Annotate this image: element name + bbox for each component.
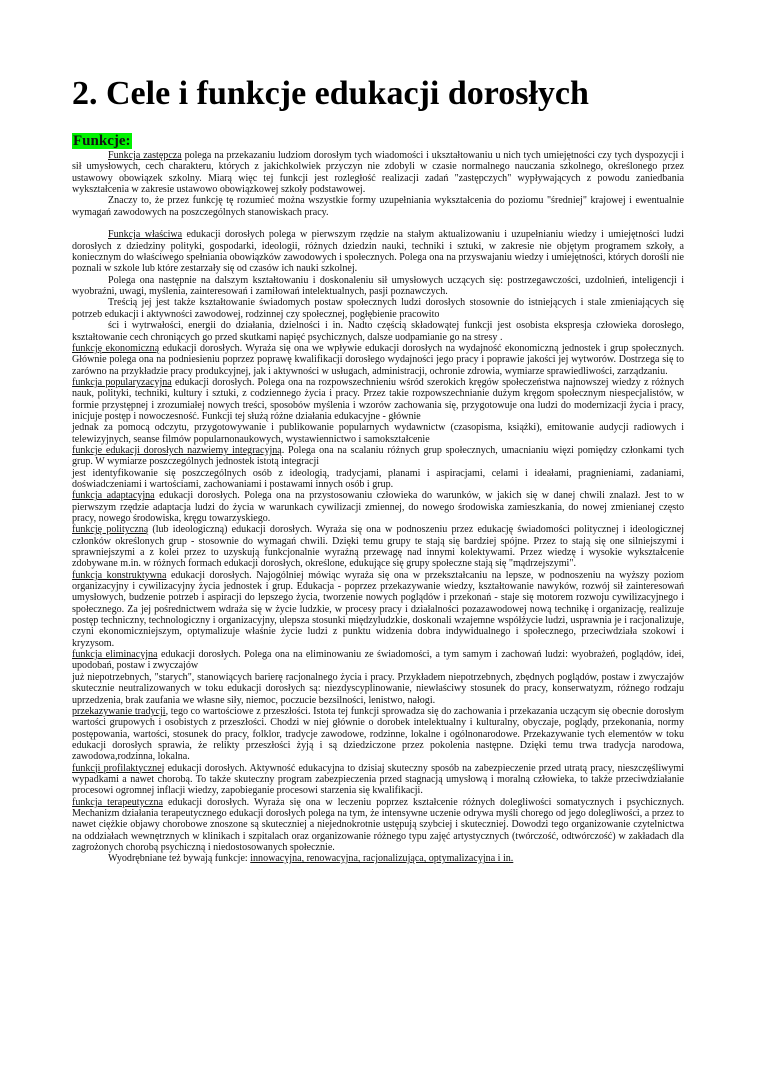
paragraph-text: , tego co wartościowe z przeszłości. Istota tej funkcji sprowadza się do zachowania i przekazania uczącym się obecnie dorosłym wartości grupowych i osobistych z przeszłości. Chodzi w niej głównie o dorobek intelektualny i kulturalny, obyczaje, poglądy, przekonania, normy postępowania, wartości, stosunek do pracy, folklor, tradycje zawodowe, rodzinne, lokalne i ogólnonarodowe. Przekazywanie tych elementów w toku edukacji dorosłych sprawia, że relikty przeszłości żyją i są dziedziczone przez pokolenia następne. Dzięki temu trwa tradycja narodowa, zawodowa,rodzinna, lokalna. bbox=[72, 705, 684, 763]
term: funkcja popularyzacyjna bbox=[72, 376, 172, 388]
paragraph bbox=[72, 524, 684, 569]
paragraph bbox=[72, 422, 684, 445]
term: funkcja terapeutyczna bbox=[72, 796, 163, 808]
paragraph-text: już niepotrzebnych, "starych", stanowiących barierę racjonalnego życia i pracy. Przykładem niepotrzebnych, zbędnych poglądów, postaw i zwyczajów skutecznie neutralizowanych w toku edukacji dorosłych są: niezdyscyplinowanie, niewłaściwy stosunek do pracy, konserwatyzm, różnego rodzaju uprzedzenia, brak zaufania we własne siły, niemoc, poczucie bezsilności, lenistwo, nałogi. bbox=[72, 671, 684, 706]
paragraph-text: . Polega ona na scalaniu różnych grup społecznych, umacnianiu więzi pomiędzy członkami tych grup. W wymiarze poszczególnych jednostek istotą integracji bbox=[72, 444, 684, 468]
paragraph bbox=[72, 797, 684, 854]
term: funkcję polityczną bbox=[72, 524, 149, 536]
paragraph bbox=[72, 853, 684, 864]
paragraph bbox=[72, 377, 684, 422]
paragraph-text: edukacji dorosłych. Polega ona na rozpowszechnieniu wśród szerokich kręgów społeczeństwa najnowszej wiedzy z różnych nauk, polityki, techniki, kultury i sztuki, z codziennego życia i pracy. Przez takie rozpowszechnianie dużym kręgom społecznym niespecjalistów, w formie przystępnej i zrozumiałej nowych treści, sposobów myślenia i wzorów zachowania się, przygotowuje ona ludzi do modernizacji życia i pracy, inicjuje postęp i nowoczesność. Funkcji tej służą różne działania edukacyjne - głównie bbox=[72, 376, 685, 422]
paragraph-text: edukacji dorosłych. Polega ona na przystosowaniu człowieka do warunków, w jakich się w danej chwili znalazł. Jest to w pierwszym rzędzie adaptacja ludzi do życia w warunkach cywilizacji zmiennej, do nowego środowiska zamieszkania, do nowej zmienianej często pracy, nowego środowiska, kręgu towarzyskiego. bbox=[72, 490, 684, 524]
term: Funkcja zastępcza bbox=[108, 150, 182, 161]
paragraph bbox=[72, 490, 684, 524]
paragraph-text: edukacji dorosłych. Aktywność edukacyjna to dzisiaj skuteczny sposób na zabezpieczenie przed utratą pracy, nieszczęśliwymi wypadkami a nawet chorobą. To także skuteczny program zabezpieczenia przed stagnacją umysłową i moralną człowieka, to także przeciwdziałanie procesowi ogromnej inflacji wiedzy, zapobieganie procesowi starzenia się kwalifikacji. bbox=[72, 762, 685, 797]
term: funkcja konstruktywna bbox=[72, 569, 167, 581]
term: funkcja eliminacyjna bbox=[72, 649, 158, 661]
paragraph-text: edukacji dorosłych. Wyraża się ona we wpływie edukacji dorosłych na wydajność ekonomiczną jednostek i grup społecznych. Głównie polega ona na podniesieniu poprzez poprawę kwalifikacji dorosłego wydajności jego pracy i poprawie jakości jej wytworów. Dostrzega się to zarówno na przykładzie pracy produkcyjnej, jak i aktywności w usługach, administracji, ochronie zdrowia, wymiarze sprawiedliwości, zarządzaniu. bbox=[72, 342, 684, 377]
term: funkcja adaptacyjna bbox=[72, 490, 155, 502]
paragraph-text: Treścią jej jest także kształtowanie świadomych postaw społecznych ludzi dorosłych stosownie do istniejących i stale zmieniających się potrzeb edukacji i aktywności zawodowej, rodzinnej czy społecznej, pogłębienie pracowito bbox=[72, 297, 684, 320]
paragraph-text: edukacji dorosłych. Najogólniej mówiąc wyraża się ona w przekształcaniu na lepsze, w podnoszeniu na wyższy poziom organizacyjny i cywilizacyjny życia jednostek i grup. Edukacja - poprzez przekazywanie wiedzy, kształtowanie nawyków, rozwój sił zainteresowań umysłowych, budzenie potrzeb i aspiracji do lepszego życia, tworzenie nowych poglądów i przekonań - staje się motorem rozwoju cywilizacyjnego i społecznego. Za jej pośrednictwem wdraża się w życie ludzkie, w procesy pracy i działalności pozazawodowej nową technikę i organizację, realizuje postęp techniczny, technologiczny i organizacyjny, ulepsza stosunki międzyludzkie, doskonali wzajemne współżycie ludzi, usprawnia je i racjonalizuje, czyni ekonomiczniejszym, optymalizuje właśnie życie ludzi z punktu widzenia dobra indywidualnego i społecznego, przeciwdziała szokowi i kryzysom. bbox=[72, 569, 684, 649]
page-title: 2. Cele i funkcje edukacji dorosłych bbox=[72, 75, 589, 112]
paragraph bbox=[72, 570, 684, 649]
paragraph bbox=[72, 229, 684, 274]
section-label-highlight: Funkcje: bbox=[73, 133, 131, 149]
document-body bbox=[72, 150, 684, 865]
paragraph bbox=[72, 763, 684, 797]
paragraph bbox=[72, 343, 684, 377]
paragraph-text: jest identyfikowanie się poszczególnych osób z ideologią, tradycjami, planami i aspiracjami, celami i ideałami, pragnieniami, zadaniami, doświadczeniami i wartościami, zachowaniami i postawami innych osób i grup. bbox=[72, 467, 684, 490]
paragraph bbox=[72, 649, 684, 672]
term: funkcję ekonomiczną bbox=[72, 342, 160, 354]
paragraph-text: ści i wytrwałości, energii do działania, dzielności i in. Nadto częścią składowątej funkcji jest osobista ekspresja człowieka dorosłego, kształtowanie cech chroniących go przed skutkami napięć psychicznych, dalsze uodpamianie go na stresy . bbox=[72, 320, 684, 343]
function-list: innowacyjna, renowacyjna, racjonalizująca, optymalizacyjna i in. bbox=[250, 853, 514, 865]
paragraph-text: (lub ideologiczną) edukacji dorosłych. Wyraża się ona w podnoszeniu przez edukację świadomości politycznej i ideologicznej członków określonych grup - stosownie do wymagań chwili. Dzięki temu grupy te stają się bardziej spójne. Przez to stają się one silniejszymi i sprawniejszymi a z kolei przez to uzyskują funkcjonalnie wyraźną przewagę nad innymi kolektywami. Przez wiedzę i wysokie wykształcenie zdobywane m.in. w różnych formach edukacji dorosłych, określone, edukujące się grupy społeczne stają się "mądrzejszymi". bbox=[72, 524, 684, 570]
term: funkcji profilaktycznej bbox=[72, 762, 165, 774]
paragraph bbox=[72, 672, 684, 706]
term: przekazywanie tradycji bbox=[72, 705, 166, 717]
document-page bbox=[72, 76, 684, 865]
paragraph-text: Polega ona następnie na dalszym kształtowaniu i doskonaleniu sił umysłowych uczących się: postrzegawczości, uzdolnień, inteligencji i wyobraźni, uwagi, myślenia, zainteresowań i zamiłowań intelektualnych, pasji poznawczych. bbox=[72, 274, 684, 298]
paragraph-text: polega na przekazaniu ludziom dorosłym tych wiadomości i ukształtowaniu u nich tych umiejętności czy tych dyspozycji i sił umysłowych, cech charakteru, których z jakichkolwiek przyczyn nie zdobyli w czasie normalnego nauczania szkolnego, określonego przez ustawowy obowiązek szkolny. Miarą więc tej funkcji jest rozległość realizacji zadań "zastępczych" wypływających z powodu zaniedbania wykształcenia w zakresie ustawowo obowiązkowej szkoły podstawowej. bbox=[72, 150, 684, 196]
paragraph-text: edukacji dorosłych. Polega ona na eliminowaniu ze świadomości, a tym samym i zachowań ludzi: wyobrażeń, poglądów, idei, upodobań, postaw i zwyczajów bbox=[72, 649, 684, 672]
paragraph-text: Znaczy to, że przez funkcję tę rozumieć można wszystkie formy uzupełniania wykształcenia do poziomu "średniej" krajowej i ewentualnie wymagań zawodowych na poszczególnych stanowiskach pracy. bbox=[72, 195, 684, 218]
paragraph bbox=[72, 706, 684, 763]
term: funkcje edukacji dorosłych nazwiemy integracyjną bbox=[72, 444, 282, 456]
term: Funkcja właściwa bbox=[108, 229, 183, 241]
paragraph bbox=[72, 468, 684, 491]
paragraph bbox=[72, 297, 684, 320]
paragraph-text: Wyodrębniane też bywają funkcje: bbox=[108, 853, 251, 865]
paragraph bbox=[72, 195, 684, 218]
paragraph bbox=[72, 320, 684, 343]
paragraph bbox=[72, 445, 684, 468]
paragraph bbox=[72, 275, 684, 298]
paragraph-text: edukacji dorosłych polega w pierwszym rzędzie na stałym aktualizowaniu i uzupełnianiu wiedzy i umiejętności ludzi dorosłych z dziedziny polityki, gospodarki, ideologii, różnych dziedzin nauki, techniki i sztuki, w zakresie nie objętym programem szkoły, a koniecznym do właściwego spełniania obowiązków zawodowych i społecznych. Polega ona na przyswajaniu wiedzy i umiejętności, których dorośli nie poznali w szkole lub które zestarzały się od czasów ich nauki szkolnej. bbox=[72, 229, 684, 275]
section-label-wrap bbox=[72, 132, 684, 150]
paragraph-text: edukacji dorosłych. Wyraża się ona w leczeniu poprzez kształcenie różnych dolegliwości somatycznych i psychicznych. Mechanizm działania terapeutycznego edukacji dorosłych polega na tym, że intensywne uczenie odrywa myśli chorego od jego dolegliwości, a przez to nawet ciężkie objawy chorobowe znoszone są skuteczniej a niejednokrotnie ustępują szybciej i skuteczniej. Dowodzi tego organizowanie czytelnictwa na oddziałach wewnętrznych w klinikach i szpitalach oraz organizowanie różnego typu zajęć artystycznych (twórczość, odtwórczość) w zakładach dla zagrożonych chorobą psychiczną i niedostosowanych społecznie. bbox=[72, 796, 684, 853]
paragraph bbox=[72, 150, 684, 195]
paragraph-text: jednak za pomocą odczytu, przygotowywanie i publikowanie popularnych wydawnictw (czasopisma, książki), emitowanie audycji radiowych i telewizyjnych, seanse filmów popularnonaukowych, wystawiennictwo i samokształcenie bbox=[72, 422, 684, 445]
